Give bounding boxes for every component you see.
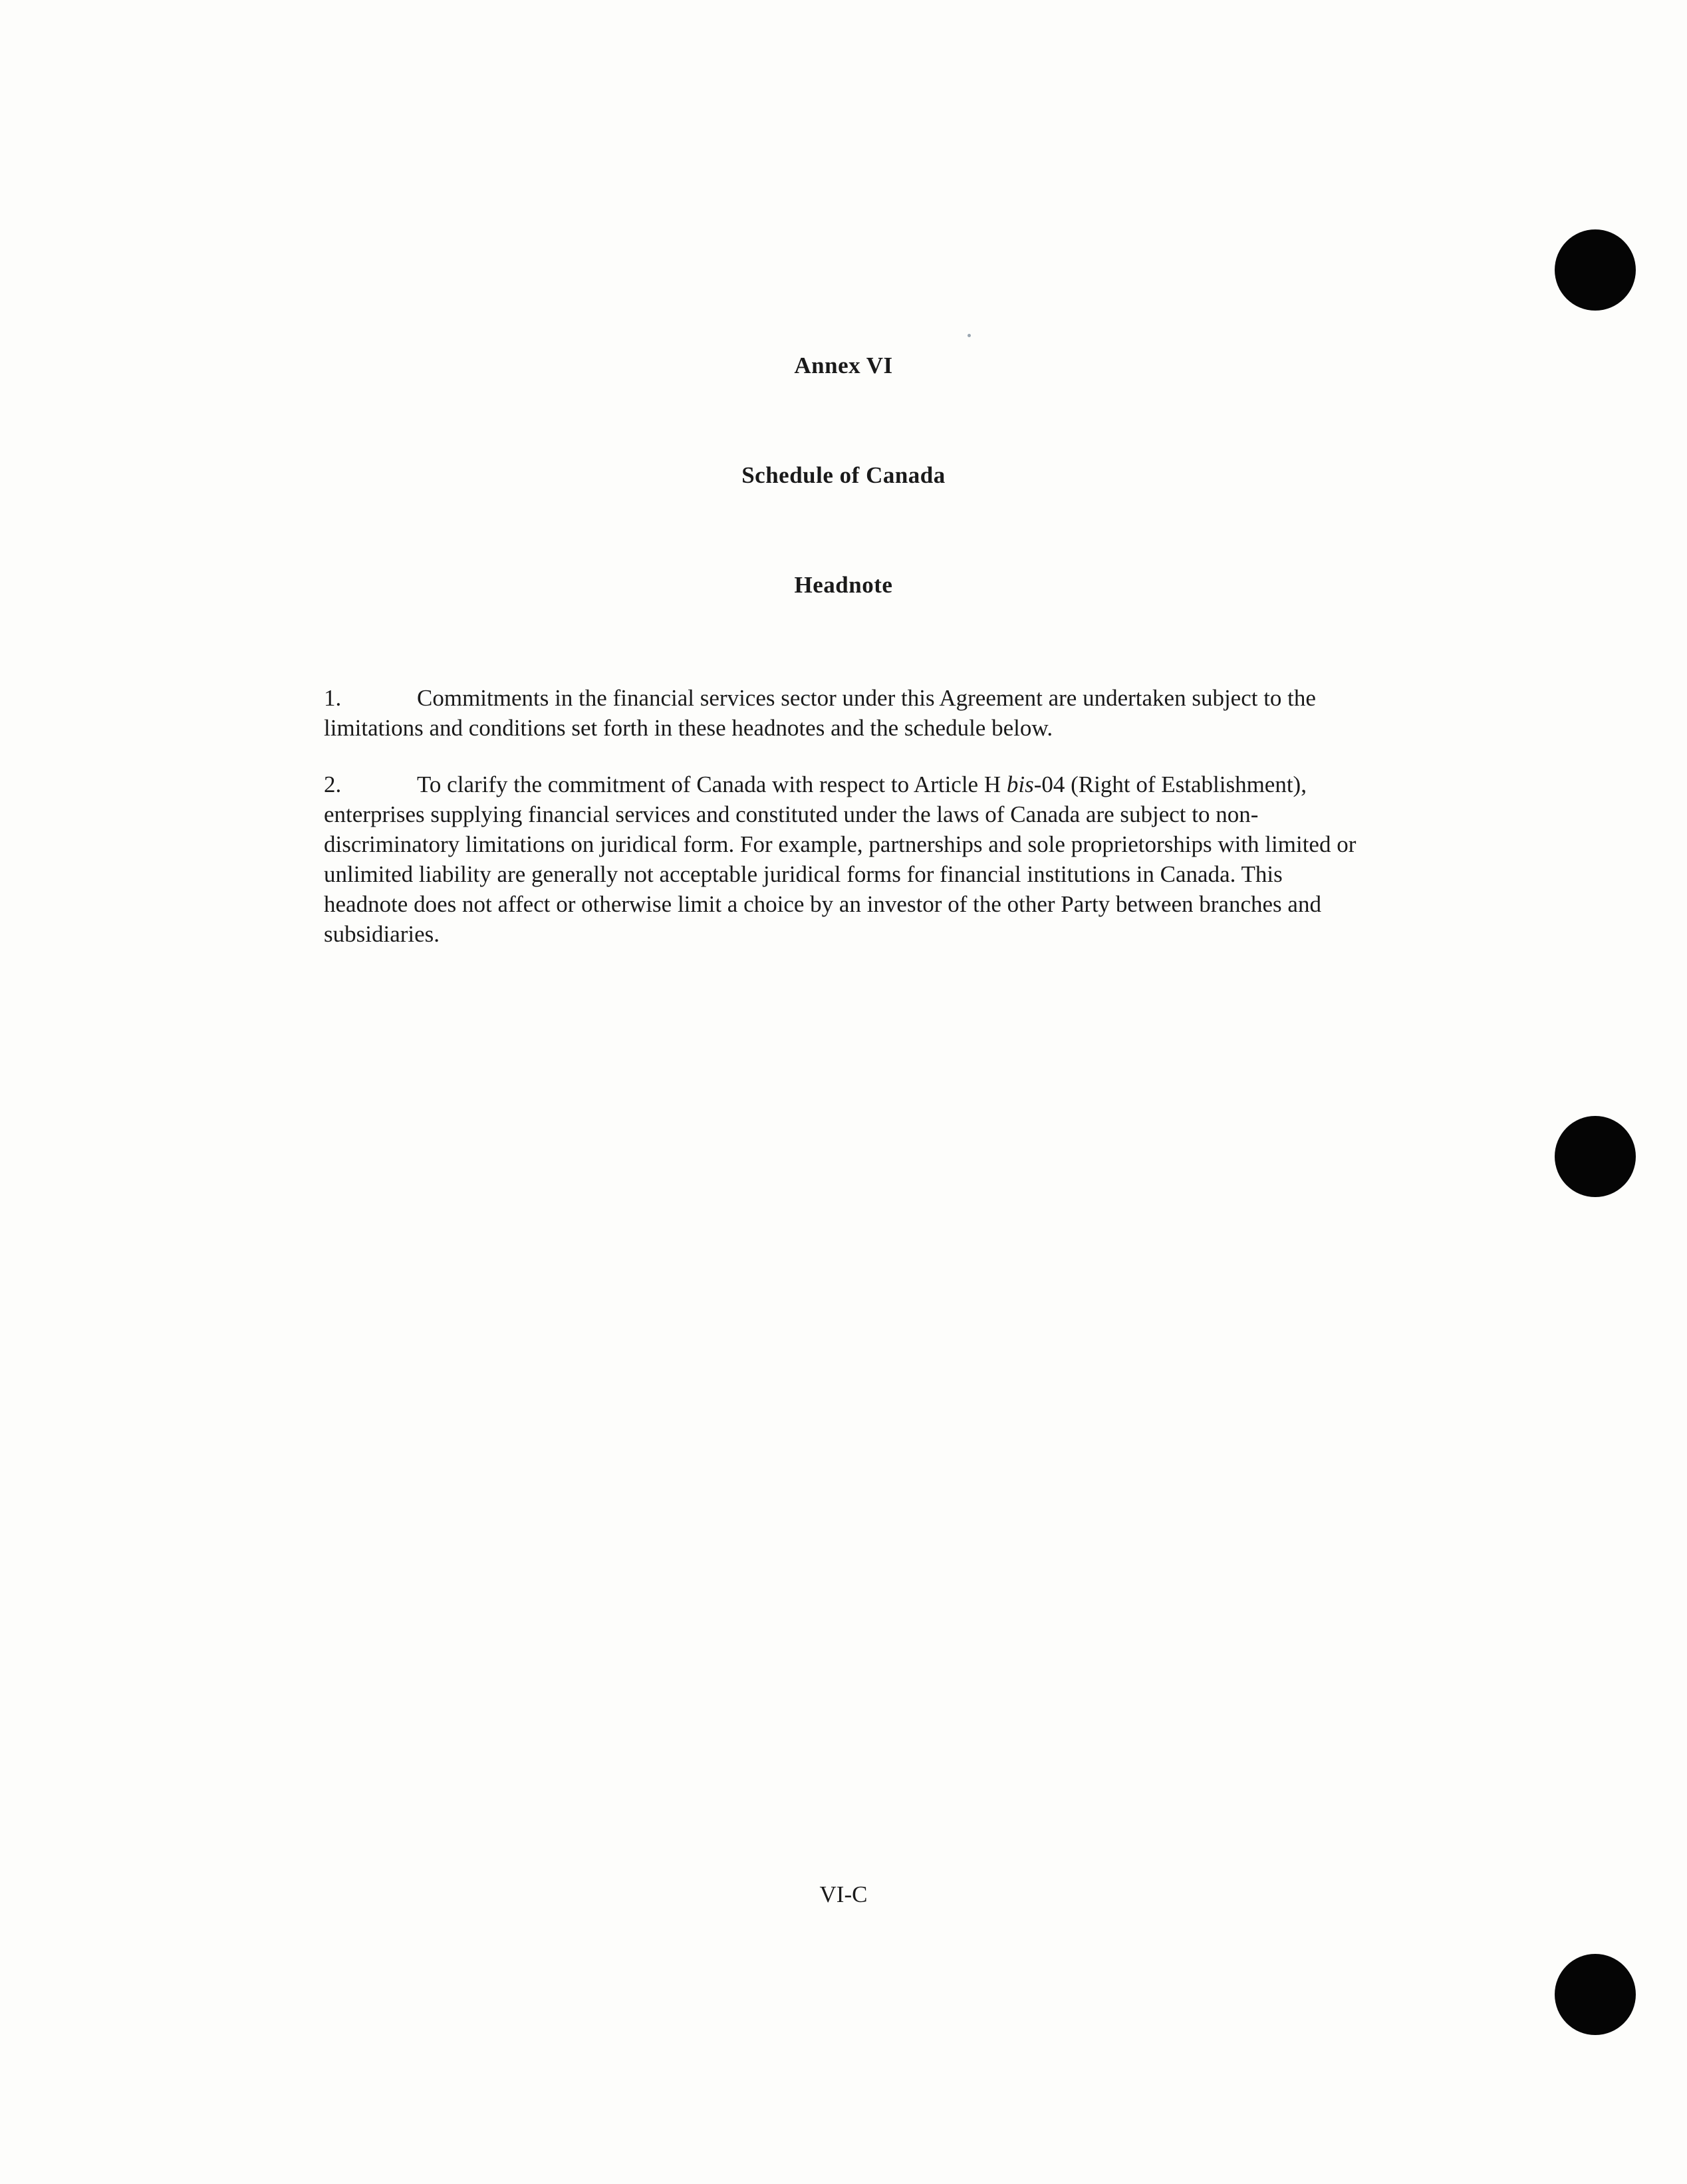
paragraph-text: Commitments in the financial services sector under this Agreement are undertaken subject to the limitations and conditions set forth in these headnotes and the schedule below. bbox=[324, 685, 1316, 741]
punch-hole-bottom bbox=[1555, 1954, 1636, 2035]
scan-speck bbox=[968, 334, 971, 337]
paragraph-number: 2. bbox=[324, 771, 342, 797]
paragraph-1 bbox=[324, 683, 1364, 743]
paragraph-text-italic: bis bbox=[1006, 771, 1034, 797]
headnote-title: Headnote bbox=[794, 572, 893, 598]
paragraph-2 bbox=[324, 769, 1364, 949]
page-number: VI-C bbox=[819, 1881, 868, 1907]
punch-hole-middle bbox=[1555, 1116, 1636, 1197]
annex-title: Annex VI bbox=[794, 352, 893, 378]
paragraph-text-start: To clarify the commitment of Canada with respect to Article H bbox=[417, 771, 1007, 797]
schedule-title: Schedule of Canada bbox=[741, 462, 946, 488]
paragraph-text-end: -04 (Right of Establishment), enterprises supplying financial services and constituted under the laws of Canada are subject to non-discriminatory limitations on juridical form. For example, partnerships and sole proprietorships with limited or unlimited liability are generally not acceptable juridical forms for financial institutions in Canada. This headnote does not affect or otherwise limit a choice by an investor of the other Party between branches and subsidiaries. bbox=[324, 771, 1357, 947]
punch-hole-top bbox=[1555, 229, 1636, 311]
paragraph-number: 1. bbox=[324, 685, 342, 711]
